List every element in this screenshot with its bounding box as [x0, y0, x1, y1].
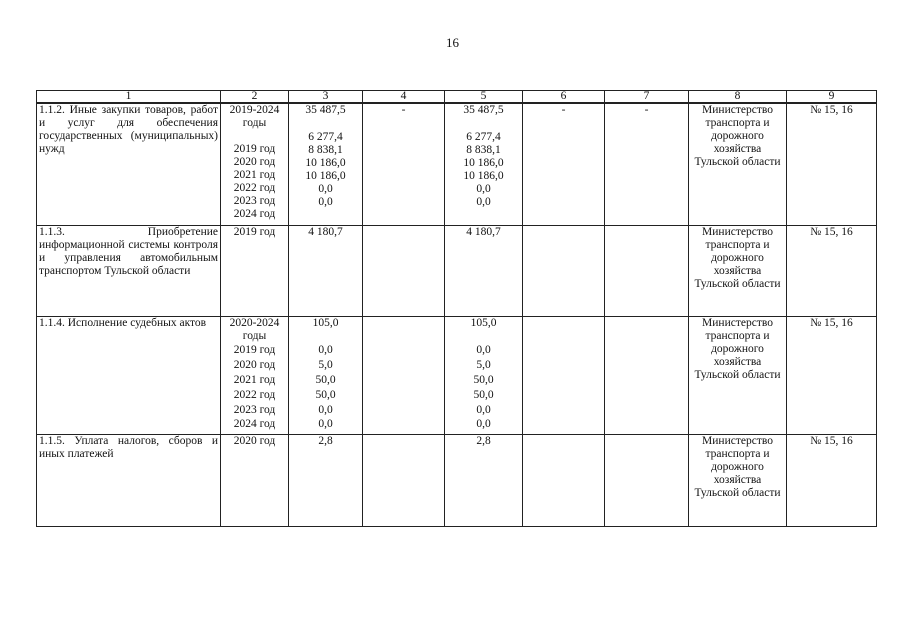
year-value: 0,0 — [476, 403, 491, 416]
year-value: 50,0 — [473, 388, 494, 401]
col7-cell — [605, 316, 689, 434]
executor-cell — [689, 434, 787, 526]
header-row — [37, 91, 877, 104]
header-cell: 6 — [523, 91, 605, 104]
col7-cell — [605, 103, 689, 225]
reference-text: № 15, 16 — [810, 434, 853, 447]
year-value: 10 186,0 — [305, 157, 346, 169]
year-label: 2022 год — [233, 388, 276, 401]
executor-cell — [689, 225, 787, 316]
year-label: 2019 год — [233, 143, 276, 155]
year-value: 8 838,1 — [308, 144, 343, 156]
program-table — [36, 90, 877, 527]
executor-cell — [689, 316, 787, 434]
year-value: 50,0 — [315, 388, 336, 401]
total-value: 4 180,7 — [466, 225, 501, 238]
period-text: 2019-2024 годы — [229, 104, 280, 129]
year-label: 2023 год — [233, 403, 276, 416]
reference-cell — [787, 316, 877, 434]
year-label: 2019 год — [233, 343, 276, 356]
col4-cell — [363, 434, 445, 526]
header-cell: 1 — [37, 91, 221, 104]
year-value: 0,0 — [318, 343, 333, 356]
year-value: 6 277,4 — [466, 131, 501, 143]
table-row — [37, 225, 877, 316]
total-cell — [289, 103, 363, 225]
year-value: 0,0 — [476, 343, 491, 356]
header-cell: 2 — [221, 91, 289, 104]
activity-name-cell — [37, 316, 221, 434]
year-value: 50,0 — [473, 373, 494, 386]
reference-cell — [787, 434, 877, 526]
year-value: 6 277,4 — [308, 131, 343, 143]
year-value: 0,0 — [318, 183, 333, 195]
period-cell — [221, 316, 289, 434]
period-text: 2019 год — [233, 225, 276, 238]
year-label: 2024 год — [233, 208, 276, 220]
header-cell: 5 — [445, 91, 523, 104]
reference-cell — [787, 225, 877, 316]
executor-text: Министерство транспорта и дорожного хозяйства Тульской области — [694, 316, 781, 381]
total-value: 2,8 — [476, 434, 491, 447]
year-label: 2020 год — [233, 156, 276, 168]
page-number: 16 — [446, 35, 459, 50]
total-value: 2,8 — [318, 434, 333, 447]
year-value: 10 186,0 — [463, 157, 504, 169]
year-value: 0,0 — [476, 196, 491, 208]
executor-text: Министерство транспорта и дорожного хозяйства Тульской области — [694, 104, 781, 168]
header-cell: 3 — [289, 91, 363, 104]
reference-text: № 15, 16 — [810, 104, 853, 116]
table-row — [37, 103, 877, 225]
dash-value: - — [401, 104, 406, 116]
col7-cell — [605, 434, 689, 526]
year-value: 5,0 — [476, 358, 491, 371]
col6-cell — [523, 316, 605, 434]
period-text: 2020 год — [233, 434, 276, 447]
year-value: 0,0 — [476, 417, 491, 430]
year-label: 2020 год — [233, 358, 276, 371]
col7-cell — [605, 225, 689, 316]
year-label: 2021 год — [233, 373, 276, 386]
col6-cell — [523, 434, 605, 526]
year-label: 2024 год — [233, 417, 276, 430]
total-cell — [289, 434, 363, 526]
regional-budget-cell — [445, 103, 523, 225]
activity-name: 1.1.4. Исполнение судебных актов — [39, 316, 207, 329]
total-value: 4 180,7 — [308, 225, 343, 238]
year-value: 0,0 — [318, 403, 333, 416]
table-row — [37, 434, 877, 526]
table-row — [37, 316, 877, 434]
total-cell — [289, 316, 363, 434]
reference-cell — [787, 103, 877, 225]
header-cell: 7 — [605, 91, 689, 104]
executor-text: Министерство транспорта и дорожного хозяйства Тульской области — [694, 225, 781, 290]
regional-budget-cell — [445, 316, 523, 434]
total-value: 105,0 — [312, 316, 339, 329]
period-cell — [221, 103, 289, 225]
year-label: 2022 год — [233, 182, 276, 194]
period-cell — [221, 225, 289, 316]
activity-name-cell — [37, 225, 221, 316]
reference-text: № 15, 16 — [810, 225, 853, 238]
activity-name: 1.1.2. Иные закупки товаров, работ и услуг для обеспечения государственных (муниципальных) нужд — [39, 104, 218, 155]
year-value: 10 186,0 — [305, 170, 346, 182]
regional-budget-cell — [445, 225, 523, 316]
reference-text: № 15, 16 — [810, 316, 853, 329]
activity-name: 1.1.5. Уплата налогов, сборов и иных платежей — [39, 434, 218, 460]
executor-text: Министерство транспорта и дорожного хозяйства Тульской области — [694, 434, 781, 499]
year-value: 0,0 — [318, 196, 333, 208]
year-value: 0,0 — [318, 417, 333, 430]
col6-cell — [523, 225, 605, 316]
col4-cell — [363, 103, 445, 225]
col6-cell — [523, 103, 605, 225]
year-value: 5,0 — [318, 358, 333, 371]
activity-name-cell — [37, 103, 221, 225]
activity-name: 1.1.3. Приобретение информационной системы контроля и управления автомобильным транспортом Тульской области — [39, 225, 218, 277]
dash-value: - — [644, 104, 649, 116]
header-cell: 4 — [363, 91, 445, 104]
period-text: 2020-2024 годы — [229, 316, 280, 342]
year-value: 8 838,1 — [466, 144, 501, 156]
total-value: 35 487,5 — [463, 104, 504, 116]
header-cell: 9 — [787, 91, 877, 104]
header-cell: 8 — [689, 91, 787, 104]
year-value: 10 186,0 — [463, 170, 504, 182]
regional-budget-cell — [445, 434, 523, 526]
total-cell — [289, 225, 363, 316]
total-value: 35 487,5 — [305, 104, 346, 116]
col4-cell — [363, 316, 445, 434]
year-value: 0,0 — [476, 183, 491, 195]
dash-value: - — [561, 104, 566, 116]
executor-cell — [689, 103, 787, 225]
year-label: 2023 год — [233, 195, 276, 207]
activity-name-cell — [37, 434, 221, 526]
period-cell — [221, 434, 289, 526]
col4-cell — [363, 225, 445, 316]
year-label: 2021 год — [233, 169, 276, 181]
year-value: 50,0 — [315, 373, 336, 386]
total-value: 105,0 — [470, 316, 497, 329]
